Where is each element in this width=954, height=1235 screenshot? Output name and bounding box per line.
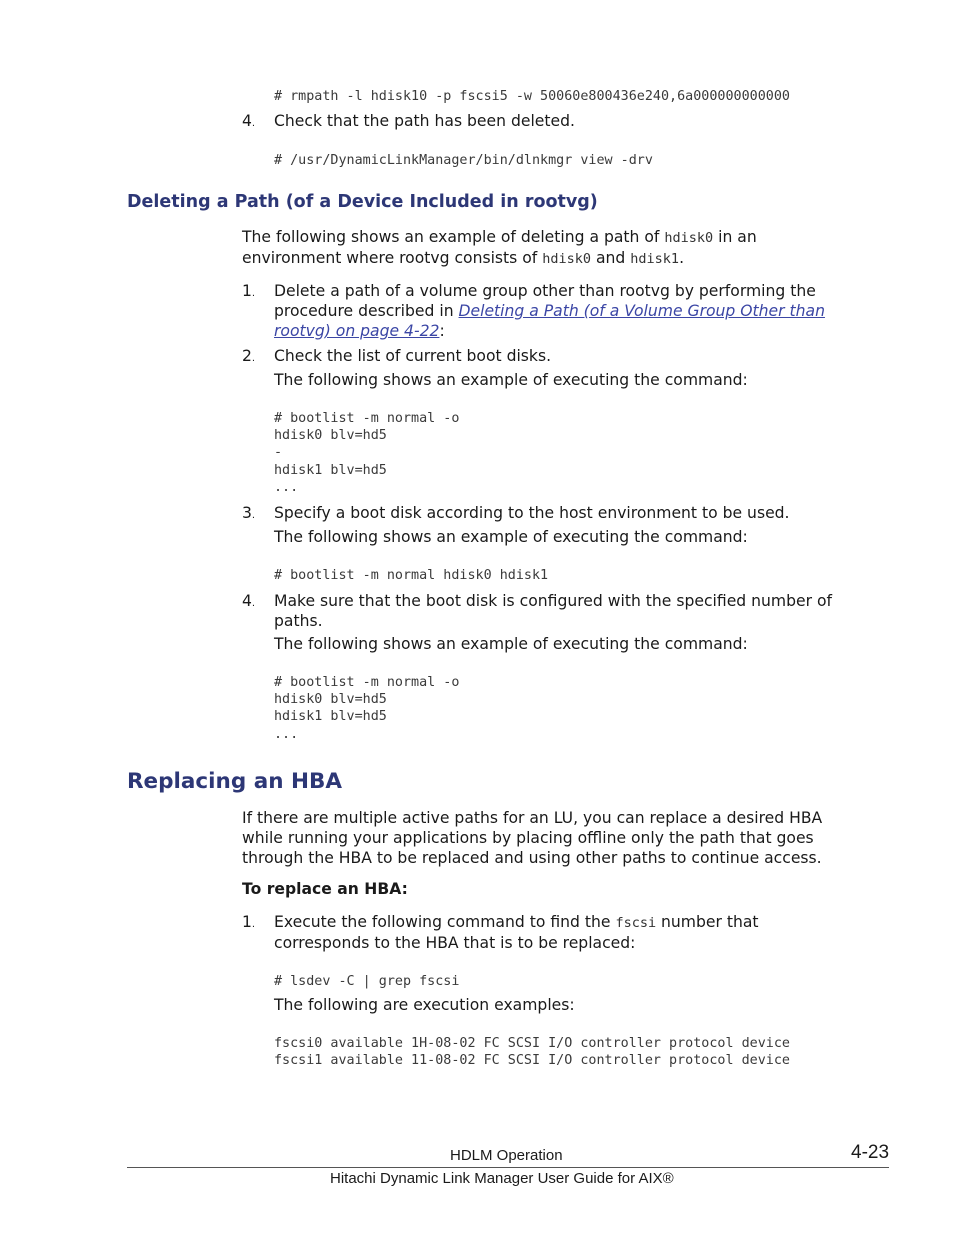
hba-intro: If there are multiple active paths for an LU, you can replace a desired HBA while running your applications by placing offline only the path that goes through the HBA to be replaced and using other paths to continue access. [242, 809, 823, 867]
step-number: 3. [242, 504, 256, 522]
footer-rule [127, 1167, 889, 1168]
step-number: 1. [242, 282, 256, 300]
step-number: 4. [242, 112, 256, 130]
bootlist-output-1: # bootlist -m normal -o hdisk0 blv=hd5 - hdisk1 blv=hd5 ... [274, 411, 460, 495]
procedure-title: To replace an HBA: [242, 880, 408, 898]
cross-reference-link-cont[interactable]: rootvg) on page 4-22 [274, 322, 440, 340]
dlnkmgr-view-command: # /usr/DynamicLinkManager/bin/dlnkmgr view -drv [274, 153, 653, 168]
cross-reference-link[interactable]: Deleting a Path (of a Volume Group Other than [458, 302, 825, 320]
section-heading-rootvg: Deleting a Path (of a Device Included in rootvg) [127, 192, 598, 212]
page-number: 4-23 [851, 1142, 890, 1163]
rootvg-step3-sub: The following shows an example of executing the command: [274, 528, 748, 546]
step-text: Check that the path has been deleted. [274, 112, 575, 130]
rootvg-step4-sub: The following shows an example of executing the command: [274, 635, 748, 653]
rootvg-step3-text: Specify a boot disk according to the host environment to be used. [274, 504, 790, 522]
step-number: 4. [242, 592, 256, 610]
footer-book-title: Hitachi Dynamic Link Manager User Guide for AIX® [330, 1170, 674, 1187]
lsdev-output: fscsi0 available 1H-08-02 FC SCSI I/O controller protocol device fscsi1 available 11-08-02 FC SCSI I/O controller protocol device [274, 1036, 790, 1069]
lsdev-command: # lsdev -C | grep fscsi [274, 974, 460, 989]
section-heading-replacing-hba: Replacing an HBA [127, 769, 343, 794]
hba-step1-text: Execute the following command to find the fscsi number that corresponds to the HBA that is to be replaced: [274, 913, 759, 952]
rootvg-step4-text: Make sure that the boot disk is configured with the specified number of paths. [274, 592, 832, 630]
bootlist-set-command: # bootlist -m normal hdisk0 hdisk1 [274, 568, 549, 583]
rootvg-step1-text: Delete a path of a volume group other than rootvg by performing the procedure described in Deleting a Path (of a Volume Group Other than rootvg) on page 4-22: [274, 282, 825, 340]
examples-label: The following are execution examples: [274, 996, 575, 1014]
rootvg-step2-text: Check the list of current boot disks. [274, 347, 552, 365]
step-number: 1. [242, 913, 256, 931]
step-number: 2. [242, 347, 256, 365]
rootvg-step2-sub: The following shows an example of executing the command: [274, 371, 748, 389]
footer-section-name: HDLM Operation [450, 1147, 563, 1164]
rmpath-command: # rmpath -l hdisk10 -p fscsi5 -w 50060e800436e240,6a000000000000 [274, 89, 790, 104]
bootlist-output-2: # bootlist -m normal -o hdisk0 blv=hd5 hdisk1 blv=hd5 ... [274, 675, 460, 742]
rootvg-intro: The following shows an example of deleting a path of hdisk0 in an environment where rootvg consists of hdisk0 and hdisk1. [242, 228, 757, 267]
